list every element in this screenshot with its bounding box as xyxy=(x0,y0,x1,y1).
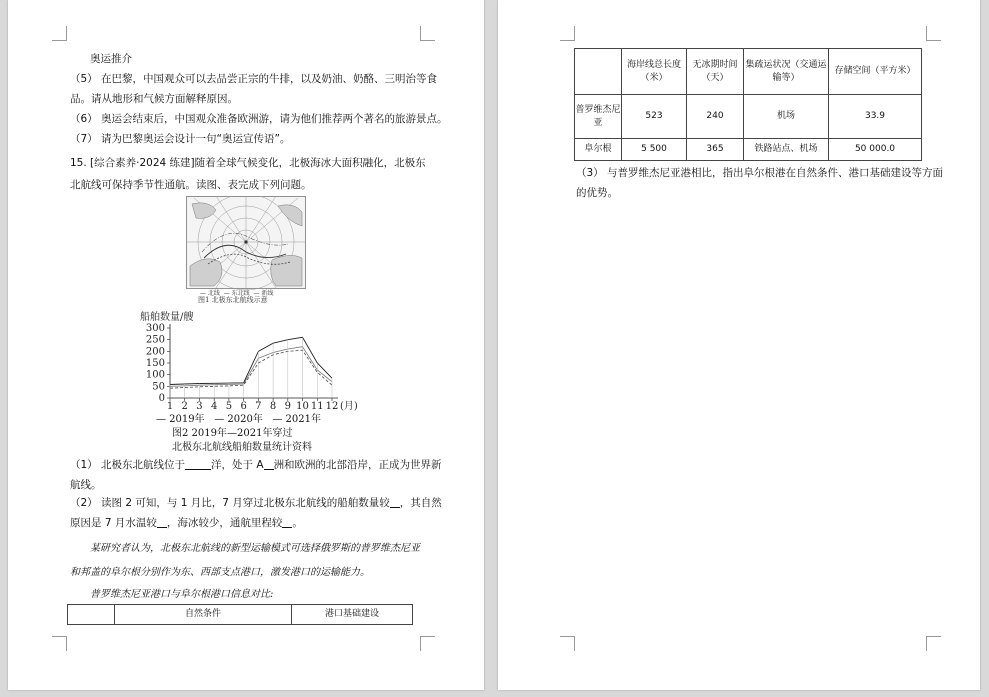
question-1: （1） 北极东北航线位于 洋，处于 A 洲和欧洲的北部沿岸，正成为世界新 xyxy=(70,459,442,471)
table-cell: 523 xyxy=(622,95,687,139)
question-5-line1: （5） 在巴黎，中国观众可以去品尝正宗的牛排，以及奶油、奶酪、三明治等食 xyxy=(70,73,438,85)
chart-y-label: 船舶数量/艘 xyxy=(140,312,194,323)
answer-blank[interactable] xyxy=(157,517,167,528)
chart-x-tick-label: 4 xyxy=(210,401,218,412)
chart-y-tick-label: 0 xyxy=(158,393,165,404)
crop-mark xyxy=(560,636,575,651)
comparison-table-head xyxy=(67,604,413,625)
table-header-row xyxy=(575,49,922,95)
chart-x-tick-label: 5 xyxy=(225,401,233,412)
section-heading: 奥运推介 xyxy=(90,53,132,65)
table-head-cell: 自然条件 xyxy=(115,605,292,625)
chart-y-tick-label: 250 xyxy=(145,334,165,346)
chart-y-tick-label: 200 xyxy=(145,346,165,358)
chart-x-tick-label: 7 xyxy=(255,401,262,412)
paragraph-line2: 和邦盖的阜尔根分别作为东、西部支点港口，激发港口的运输能力。 xyxy=(70,567,370,578)
chart-legend-2019: — 2019年 xyxy=(156,414,205,425)
chart-x-tick-label: 9 xyxy=(284,401,292,412)
chart-legend xyxy=(156,410,321,425)
crop-mark xyxy=(52,26,67,41)
table-cell: 普罗维杰尼亚 xyxy=(575,95,622,139)
table-head-cell: 港口基础建设 xyxy=(292,605,413,625)
table-header-cell xyxy=(575,49,622,95)
chart-y-tick-label: 150 xyxy=(145,358,165,369)
chart-series-line-2021年 xyxy=(170,337,332,384)
chart-x-label: (月) xyxy=(340,401,358,412)
map-legend-north: — 北线 xyxy=(200,290,220,297)
chart-y-tick-label: 100 xyxy=(145,369,165,381)
chart-svg xyxy=(136,308,366,416)
table-head-cell xyxy=(68,605,115,625)
question-5-line2: 品。请从地形和气候方面解释原因。 xyxy=(70,93,238,105)
ship-count-chart xyxy=(136,308,366,416)
chart-x-tick-label: 1 xyxy=(166,401,174,412)
map-svg xyxy=(186,196,306,300)
table-row xyxy=(575,139,922,161)
answer-blank[interactable] xyxy=(185,459,211,470)
chart-y-tick-label: 300 xyxy=(145,323,165,334)
question-2-line2: 原因是 7 月水温较 ，海冰较少，通航里程较 。 xyxy=(70,517,303,529)
crop-mark xyxy=(560,26,575,41)
table-header-cell: 无冰期时间（天） xyxy=(687,49,744,95)
crop-mark xyxy=(420,26,435,41)
question-15-line1: 15. [综合素养·2024 练建]随着全球气候变化，北极海冰大面积融化，北极东 xyxy=(70,157,426,169)
table-header-cell: 集疏运状况（交通运输等） xyxy=(744,49,829,95)
table-cell: 33.9 xyxy=(829,95,922,139)
document-page-left xyxy=(8,0,484,690)
map-caption: 图1 北极东北航线示意 xyxy=(198,296,268,304)
table-cell: 365 xyxy=(687,139,744,161)
answer-blank[interactable] xyxy=(264,459,274,470)
crop-mark xyxy=(420,636,435,651)
chart-x-tick-label: 8 xyxy=(269,401,277,412)
chart-legend-2020: — 2020年 xyxy=(214,414,263,425)
table-cell: 50 000.0 xyxy=(829,139,922,161)
table-cell: 阜尔根 xyxy=(575,139,622,161)
port-comparison-table xyxy=(574,48,922,161)
chart-subtitle: 北极东北航线船舶数量统计资料 xyxy=(172,442,312,453)
chart-y-tick-label: 50 xyxy=(152,381,165,393)
chart-x-tick-label: 12 xyxy=(325,401,339,412)
crop-mark xyxy=(926,26,941,41)
chart-x-tick-label: 6 xyxy=(240,401,247,412)
paragraph-line1: 某研究者认为，北极东北航线的新型运输模式可选择俄罗斯的普罗维杰尼亚 xyxy=(90,543,420,554)
question-1-line2: 航线。 xyxy=(70,479,102,491)
chart-series-line-2020年 xyxy=(170,350,332,388)
chart-title: 图2 2019年—2021年穿过 xyxy=(172,428,293,439)
map-legend-new: — 新线 xyxy=(253,290,274,297)
question-2: （2） 读图 2 可知，与 1 月比，7 月穿过北极东北航线的船舶数量较 ，其自然 xyxy=(70,497,442,509)
answer-blank[interactable] xyxy=(390,497,400,508)
document-page-right xyxy=(498,0,980,690)
table-cell: 机场 xyxy=(744,95,829,139)
question-6: （6） 奥运会结束后，中国观众准备欧洲游，请为他们推荐两个著名的旅游景点。 xyxy=(70,113,448,125)
chart-x-tick-label: 10 xyxy=(296,401,309,412)
chart-x-tick-label: 3 xyxy=(196,401,203,412)
table-cell: 240 xyxy=(687,95,744,139)
crop-mark xyxy=(926,636,941,651)
question-3-line2: 的优势。 xyxy=(576,187,618,199)
chart-x-tick-label: 11 xyxy=(310,401,324,412)
crop-mark xyxy=(52,636,67,651)
table-header-cell: 海岸线总长度（米） xyxy=(622,49,687,95)
chart-legend-2021: — 2021年 xyxy=(272,414,322,425)
map-legend-northeast: — 东北线 xyxy=(223,290,250,297)
answer-blank[interactable] xyxy=(282,517,292,528)
question-3-line1: （3） 与普罗维杰尼亚港相比，指出阜尔根港在自然条件、港口基础建设等方面 xyxy=(576,167,944,179)
question-15-line2: 北航线可保持季节性通航。读图、表完成下列问题。 xyxy=(70,179,312,191)
table-cell: 铁路站点、机场 xyxy=(744,139,829,161)
table-row xyxy=(575,95,922,139)
paragraph-line3: 普罗维杰尼亚港口与阜尔根港口信息对比: xyxy=(90,589,274,600)
arctic-route-map xyxy=(186,196,306,300)
table-header-cell: 存储空间（平方米） xyxy=(829,49,922,95)
chart-x-tick-label: 2 xyxy=(181,401,188,412)
question-7: （7） 请为巴黎奥运会设计一句“奥运宣传语”。 xyxy=(70,133,291,145)
table-cell: 5 500 xyxy=(622,139,687,161)
